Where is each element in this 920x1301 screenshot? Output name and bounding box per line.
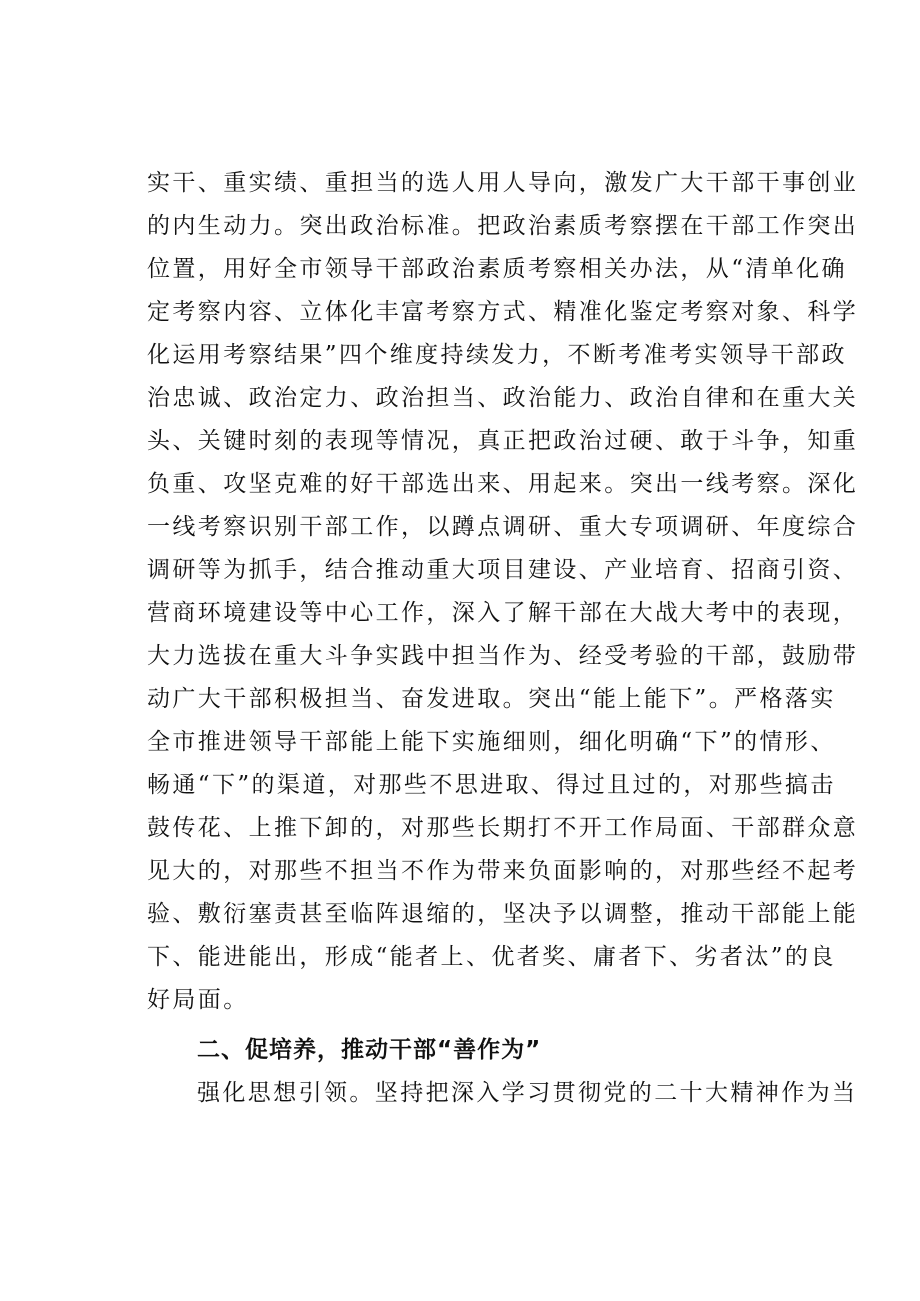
paragraph-line: 位置，用好全市领导干部政治素质考察相关办法，从“清单化确 — [147, 256, 847, 282]
paragraph-line: 调研等为抓手，结合推动重大项目建设、产业培育、招商引资、 — [147, 557, 859, 583]
paragraph-line: 负重、攻坚克难的好干部选出来、用起来。突出一线考察。深化 — [147, 471, 859, 497]
paragraph-line: 全市推进领导干部能上能下实施细则，细化明确“下”的情形、 — [147, 729, 836, 755]
paragraph-line: 鼓传花、上推下卸的，对那些长期打不开工作局面、干部群众意 — [147, 815, 859, 841]
paragraph-line: 头、关键时刻的表现等情况，真正把政治过硬、敢于斗争，知重 — [147, 428, 859, 454]
paragraph-line: 好局面。 — [147, 987, 249, 1013]
paragraph-line: 治忠诚、政治定力、政治担当、政治能力、政治自律和在重大关 — [147, 385, 859, 411]
paragraph-line: 一线考察识别干部工作，以蹲点调研、重大专项调研、年度综合 — [147, 514, 859, 540]
paragraph-line: 畅通“下”的渠道，对那些不思进取、得过且过的，对那些搞击 — [147, 772, 836, 798]
paragraph-line: 动广大干部积极担当、奋发进取。突出“能上能下”。严格落实 — [147, 686, 836, 712]
section-heading: 二、促培养，推动干部“善作为” — [197, 1037, 542, 1063]
paragraph-line: 强化思想引领。坚持把深入学习贯彻党的二十大精神作为当 — [197, 1080, 858, 1106]
paragraph-line: 大力选拔在重大斗争实践中担当作为、经受考验的干部，鼓励带 — [147, 643, 859, 669]
paragraph-line: 的内生动力。突出政治标准。把政治素质考察摆在干部工作突出 — [147, 213, 859, 239]
paragraph-line: 下、能进能出，形成“能者上、优者奖、庸者下、劣者汰”的良 — [147, 944, 836, 970]
paragraph-line: 实干、重实绩、重担当的选人用人导向，激发广大干部干事创业 — [147, 170, 859, 196]
paragraph-line: 营商环境建设等中心工作，深入了解干部在大战大考中的表现， — [147, 600, 859, 626]
paragraph-line: 化运用考察结果”四个维度持续发力，不断考准考实领导干部政 — [147, 342, 847, 368]
paragraph-line: 见大的，对那些不担当不作为带来负面影响的，对那些经不起考 — [147, 858, 859, 884]
paragraph-line: 验、敷衍塞责甚至临阵退缩的，坚决予以调整，推动干部能上能 — [147, 901, 859, 927]
paragraph-line: 定考察内容、立体化丰富考察方式、精准化鉴定考察对象、科学 — [147, 299, 859, 325]
